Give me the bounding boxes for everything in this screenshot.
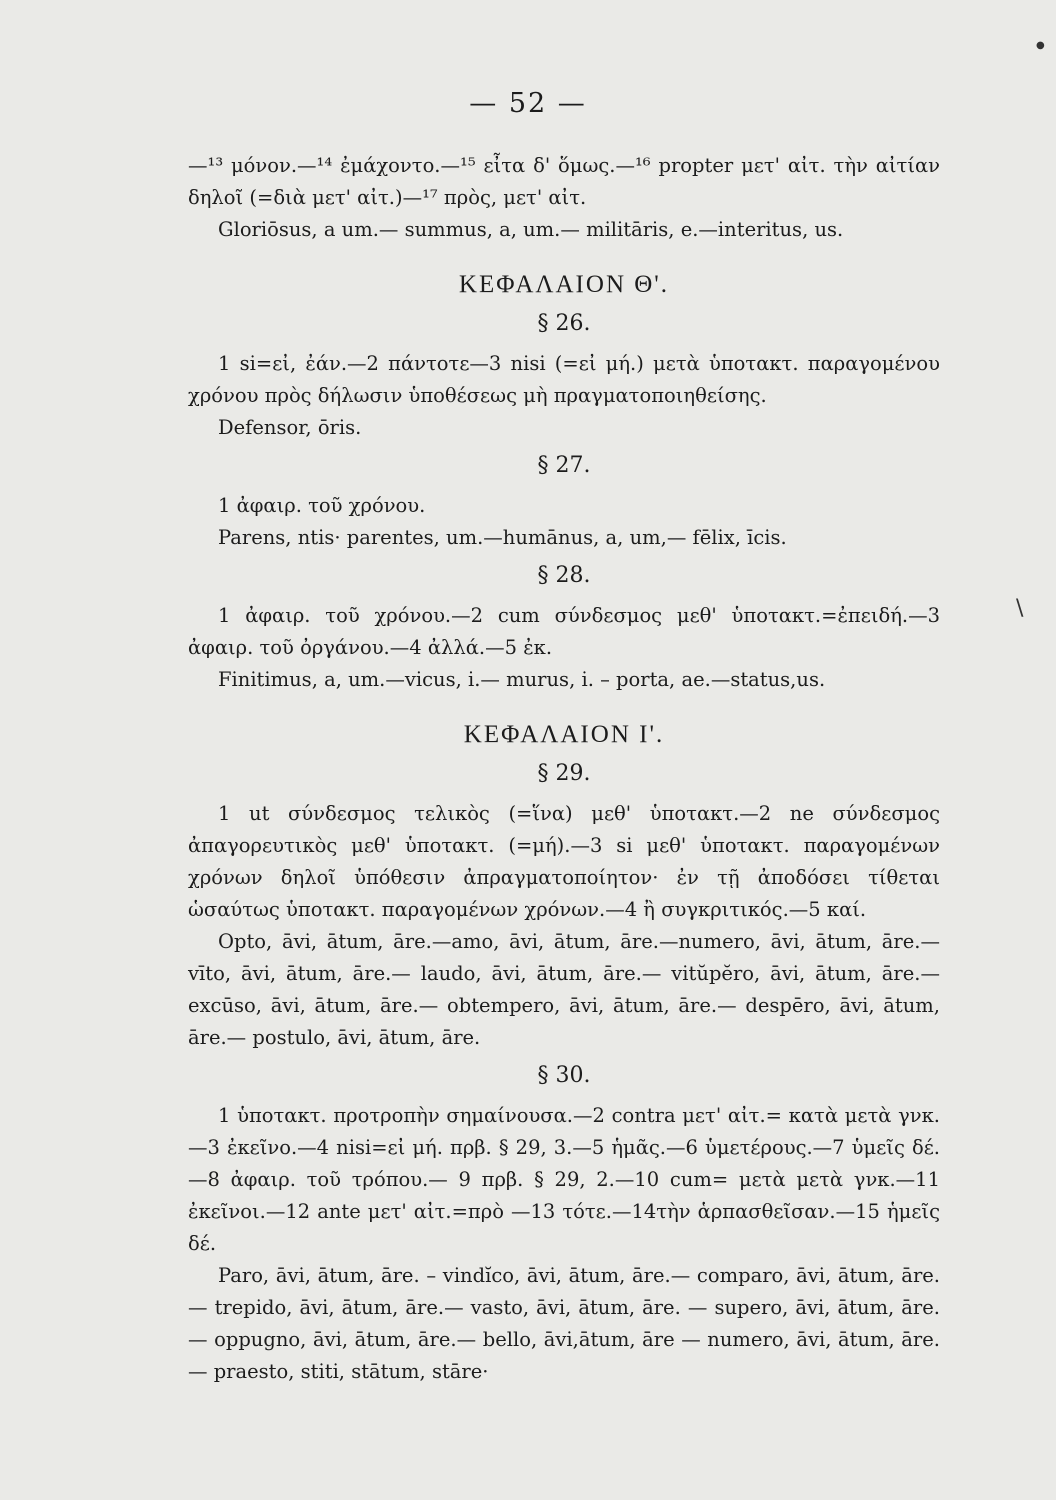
note-para-29: 1 ut σύνδεσμος τελικὸς (=ἵνα) μεθ' ὑποτακτ.—2 ne σύνδεσμος ἀπαγορευτικὸς μεθ' ὑποτακτ. (=μή).—3 si μεθ' ὑποτακτ. παραγομένων χρόνων δηλοῖ ὑπόθεσιν ἀπραγματοποίητον· ἐν τῇ ἀποδόσει τίθεται ὡσαύτως ὑποτακτ. παραγομένων χρόνων.—4 ἢ συγκριτικός.—5 καί. xyxy=(188,802,940,921)
note-para-28: 1 ἀφαιρ. τοῦ χρόνου.—2 cum σύνδεσμος μεθ' ὑποτακτ.=ἐπειδή.—3 ἀφαιρ. τοῦ ὀργάνου.—4 ἀλλά.—5 ἐκ. xyxy=(188,604,940,659)
note-para-30: 1 ὑποτακτ. προτροπὴν σημαίνουσα.—2 contra μετ' αἰτ.= κατὰ μετὰ γνκ.—3 ἐκεῖνο.—4 nisi=εἰ μή. πρβ. § 29, 3.—5 ἡμᾶς.—6 ὑμετέρους.—7 ὑμεῖς δέ.—8 ἀφαιρ. τοῦ τρόπου.— 9 πρβ. § 29, 2.—10 cum= μετὰ μετὰ γνκ.—11 ἐκεῖνοι.—12 ante μετ' αἰτ.=πρὸ —13 τότε.—14τὴν ἁρπασθεῖσαν.—15 ἡμεῖς δέ. xyxy=(188,1104,940,1255)
section-27: § 27. xyxy=(537,453,591,478)
section-29: § 29. xyxy=(537,761,591,786)
footnote-para-1: —¹³ μόνον.—¹⁴ ἐμάχοντο.—¹⁵ εἶτα δ' ὅμως.—¹⁶ propter μετ' αἰτ. τὴν αἰτίαν δηλοῖ (=διὰ μετ' αἰτ.)—¹⁷ πρὸς, μετ' αἰτ. xyxy=(188,154,940,209)
section-26: § 26. xyxy=(537,311,591,336)
section-30: § 30. xyxy=(537,1063,591,1088)
chapter-heading-9: ΚΕΦΑΛΑΙΟΝ Θ'. xyxy=(458,271,670,298)
speck-mark: ● xyxy=(1036,40,1045,51)
vocab-para-27: Parens, ntis· parentes, um.—humānus, a, um,— fēlix, īcis. xyxy=(218,526,787,549)
margin-tick-mark: \ xyxy=(1016,596,1024,621)
vocab-para-26: Defensor, ōris. xyxy=(218,416,362,439)
vocab-para-30: Paro, āvi, ātum, āre. – vindĭco, āvi, ātum, āre.— comparo, āvi, ātum, āre.— trepido, āvi, ātum, āre.— vasto, āvi, ātum, āre. — supero, āvi, ātum, āre.— oppugno, āvi, ātum, āre.— bello, āvi,ātum, āre — numero, āvi, ātum, āre.— praesto, stiti, stātum, stāre· xyxy=(188,1264,940,1383)
note-para-26: 1 si=εἰ, ἐάν.—2 πάντοτε—3 nisi (=εἰ μή.) μετὰ ὑποτακτ. παραγομένου χρόνου πρὸς δήλωσιν ὑποθέσεως μὴ πραγματοποιηθείσης. xyxy=(188,352,940,407)
vocab-para-1: Gloriōsus, a um.— summus, a, um.— militāris, e.—interitus, us. xyxy=(218,218,844,241)
note-para-27: 1 ἀφαιρ. τοῦ χρόνου. xyxy=(218,494,426,517)
section-28: § 28. xyxy=(537,563,591,588)
page-number: — 52 — xyxy=(469,88,587,119)
chapter-heading-10: ΚΕΦΑΛΑΙΟΝ Ι'. xyxy=(463,721,665,748)
vocab-para-29: Opto, āvi, ātum, āre.—amo, āvi, ātum, āre.—numero, āvi, ātum, āre.—vīto, āvi, ātum, āre.— laudo, āvi, ātum, āre.— vitŭpĕro, āvi, ātum, āre.—excūso, āvi, ātum, āre.— obtempero, āvi, ātum, āre.— despēro, āvi, ātum, āre.— postulo, āvi, ātum, āre. xyxy=(188,930,940,1049)
vocab-para-28: Finitimus, a, um.—vicus, i.— murus, i. – porta, ae.—status,us. xyxy=(218,668,826,691)
page-content xyxy=(188,150,940,1388)
